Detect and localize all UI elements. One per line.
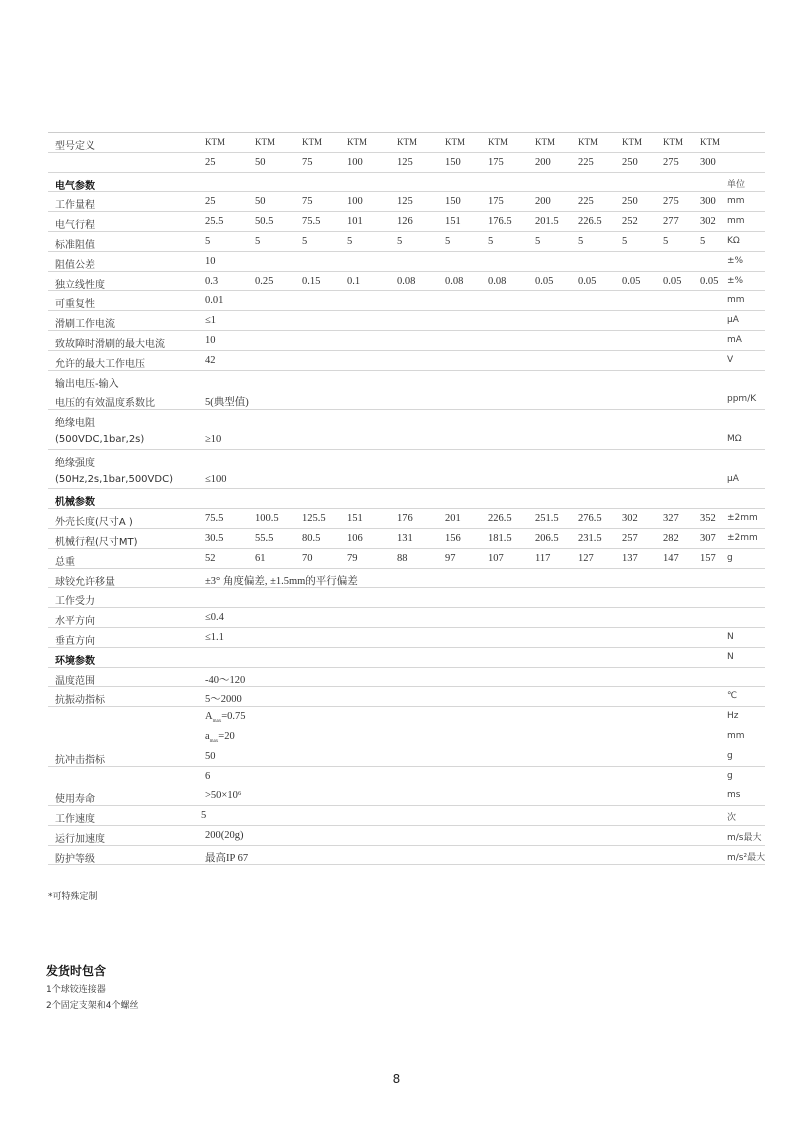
row-label: 垂直方向: [55, 635, 95, 647]
table-row: [48, 549, 765, 569]
unit-label: mm: [727, 196, 745, 207]
table-row: [48, 826, 765, 846]
shipping-item: 1个球铰连接器: [46, 985, 106, 995]
cell-value: KTM: [488, 137, 508, 147]
cell-value: 70: [302, 552, 313, 564]
cell-value: 55.5: [255, 532, 274, 544]
cell-value: 276.5: [578, 513, 602, 525]
cell-value: 0.05: [535, 275, 554, 287]
cell-value: 5: [663, 235, 669, 247]
cell-value: 52: [205, 552, 216, 564]
table-row: [48, 569, 765, 589]
unit-label: g: [727, 750, 733, 761]
unit-label: mm: [727, 295, 745, 306]
cell-value: 277: [663, 216, 679, 228]
cell-value: 300: [700, 196, 716, 208]
cell-value: 0.05: [663, 275, 682, 287]
cell-value: ≤1: [205, 315, 217, 327]
cell-value: KTM: [302, 137, 322, 147]
unit-label: N: [727, 651, 734, 662]
cell-value: 最高IP 67: [205, 852, 249, 864]
cell-value: 126: [397, 216, 413, 228]
unit-label: V: [727, 354, 734, 365]
cell-value: KTM: [205, 137, 225, 147]
table-row: [48, 767, 765, 787]
row-label: 环境参数: [55, 655, 95, 667]
cell-value: 131: [397, 532, 413, 544]
cell-value: 125: [397, 196, 413, 208]
cell-value: 50.5: [255, 216, 274, 228]
cell-value: 5: [622, 235, 628, 247]
cell-value: 10: [205, 255, 216, 267]
row-label: 型号定义: [55, 141, 95, 152]
shipping-title: 发货时包含: [46, 964, 107, 978]
unit-label: ±2mm: [727, 513, 758, 524]
cell-value: KTM: [347, 137, 367, 147]
cell-value: 0.08: [488, 275, 507, 287]
table-row: [48, 628, 765, 648]
row-label: 电气行程: [55, 220, 95, 232]
row-label: (50Hz,2s,1bar,500VDC): [55, 473, 173, 485]
row-label: 电气参数: [55, 180, 95, 192]
cell-value: 0.15: [302, 275, 321, 287]
row-label: 水平方向: [55, 616, 95, 628]
table-row: [48, 806, 765, 826]
row-label: 运行加速度: [55, 833, 105, 845]
cell-value: 5: [700, 235, 706, 247]
cell-value: 61: [255, 552, 266, 564]
cell-value: 125.5: [302, 513, 326, 525]
cell-value: 125: [397, 156, 413, 168]
cell-value: KTM: [445, 137, 465, 147]
unit-label: 单位: [727, 179, 746, 190]
table-row: [48, 311, 765, 331]
cell-value: -40～120: [205, 674, 246, 686]
cell-value: 80.5: [302, 532, 321, 544]
cell-value: 5: [488, 235, 494, 247]
cell-value: 0.25: [255, 275, 274, 287]
cell-value: 0.05: [622, 275, 641, 287]
cell-value: 25: [205, 156, 216, 168]
cell-value: 50: [205, 750, 216, 762]
cell-value: 5: [302, 235, 308, 247]
row-label: 滑刷工作电流: [55, 319, 115, 331]
table-row: [48, 786, 765, 806]
unit-label: g: [727, 552, 733, 563]
cell-value: 6: [205, 770, 211, 782]
cell-value: 0.1: [347, 275, 361, 287]
cell-value: 200: [535, 156, 551, 168]
unit-label: m/s最大: [727, 832, 762, 843]
cell-value: 79: [347, 552, 358, 564]
cell-value: [205, 731, 235, 744]
cell-value: 25: [205, 196, 216, 208]
section-header-row: [48, 648, 765, 668]
shipping-item: 2个固定支架和4个螺丝: [46, 1001, 139, 1011]
row-label: 球铰允许移量: [55, 576, 115, 588]
cell-value: 0.01: [205, 295, 224, 307]
table-row: [48, 529, 765, 549]
table-row: [48, 252, 765, 272]
row-label: 电压的有效温度系数比: [55, 398, 155, 410]
table-row: [48, 153, 765, 173]
row-label: 工作受力: [55, 596, 95, 608]
cell-value: 147: [663, 552, 679, 564]
cell-value: 176.5: [488, 216, 512, 228]
cell-value: ≤0.4: [205, 612, 224, 624]
cell-value: 75.5: [302, 216, 321, 228]
cell-value: 226.5: [578, 216, 602, 228]
row-label: 致故障时滑刷的最大电流: [55, 338, 165, 350]
cell-value: 10: [205, 334, 216, 346]
cell-value: 5: [255, 235, 261, 247]
section-header-row: [48, 489, 765, 509]
cell-value: 151: [347, 513, 363, 525]
table-row: [48, 707, 765, 727]
row-label: 外壳长度(尺寸A ): [55, 517, 133, 529]
cell-value: 250: [622, 156, 638, 168]
table-row: [48, 272, 765, 292]
cell-value: KTM: [578, 137, 598, 147]
cell-value: 97: [445, 552, 456, 564]
unit-label: Hz: [727, 711, 739, 722]
cell-value: 137: [622, 552, 638, 564]
value-number: =20: [218, 730, 235, 742]
cell-value: 327: [663, 513, 679, 525]
row-label: 防护等级: [55, 853, 95, 865]
row-label: 机械行程(尺寸MT): [55, 536, 138, 548]
row-label: 可重复性: [55, 299, 95, 311]
unit-label: MΩ: [727, 433, 742, 444]
table-row: [48, 212, 765, 232]
cell-value: 181.5: [488, 532, 512, 544]
unit-label: g: [727, 770, 733, 781]
unit-label: mm: [727, 216, 745, 227]
cell-value: 0.05: [578, 275, 597, 287]
table-row: [48, 390, 765, 410]
row-label: 机械参数: [55, 497, 95, 509]
cell-value: 150: [445, 156, 461, 168]
cell-value: 50: [255, 156, 266, 168]
cell-value: 156: [445, 532, 461, 544]
row-label: 工作速度: [55, 814, 95, 826]
row-label: 绝缘电阻: [55, 418, 95, 430]
cell-value: [205, 711, 246, 724]
cell-value: ±3° 角度偏差, ±1.5mm的平行偏差: [205, 575, 358, 587]
unit-label: 次: [727, 813, 737, 824]
table-row: [48, 668, 765, 688]
cell-value: 100: [347, 156, 363, 168]
cell-value: 201: [445, 513, 461, 525]
table-row: [48, 430, 765, 450]
cell-value: 0.3: [205, 275, 219, 287]
cell-value: 200(20g): [205, 829, 244, 841]
cell-value: 50: [255, 196, 266, 208]
cell-value: KTM: [622, 137, 642, 147]
row-label: (500VDC,1bar,2s): [55, 433, 145, 445]
table-row: [48, 846, 765, 866]
cell-value: 302: [622, 513, 638, 525]
page-number: 8: [392, 1072, 401, 1086]
cell-value: 200: [535, 196, 551, 208]
row-label: 总重: [55, 556, 75, 568]
cell-value: 151: [445, 216, 461, 228]
row-label: 允许的最大工作电压: [55, 358, 145, 370]
unit-label: N: [727, 631, 734, 642]
unit-label: ℃: [727, 691, 738, 702]
cell-value: 5: [205, 235, 211, 247]
cell-value: 201.5: [535, 216, 559, 228]
cell-value: 75.5: [205, 513, 224, 525]
cell-value: 302: [700, 216, 716, 228]
row-label: 温度范围: [55, 675, 95, 687]
table-row: [48, 291, 765, 311]
cell-value: 30.5: [205, 532, 224, 544]
table-row: [48, 687, 765, 707]
table-row: [48, 371, 765, 391]
row-label: 使用寿命: [55, 794, 95, 806]
table-row: [48, 470, 765, 490]
table-row: [48, 232, 765, 252]
value-number: =0.75: [221, 711, 246, 723]
table-row: [48, 331, 765, 351]
table-row: [48, 727, 765, 747]
cell-value: 0.05: [700, 275, 719, 287]
row-label: 标准阻值: [55, 239, 95, 251]
cell-value: 257: [622, 532, 638, 544]
cell-value: 100: [347, 196, 363, 208]
table-row: [48, 509, 765, 529]
unit-label: μA: [727, 315, 739, 326]
cell-value: KTM: [397, 137, 417, 147]
table-row: [48, 608, 765, 628]
cell-value: 300: [700, 156, 716, 168]
cell-value: 275: [663, 156, 679, 168]
value-subscript: max: [212, 719, 222, 725]
cell-value: 225: [578, 156, 594, 168]
custom-note: *可特殊定制: [48, 892, 98, 902]
section-header-row: [48, 173, 765, 193]
cell-value: 175: [488, 196, 504, 208]
table-row: [48, 192, 765, 212]
unit-label: m/s²最大: [727, 852, 766, 863]
cell-value: 5～2000: [205, 694, 242, 706]
table-row: [48, 450, 765, 470]
cell-value: 107: [488, 552, 504, 564]
cell-value: 176: [397, 513, 413, 525]
row-label: 绝缘强度: [55, 457, 95, 469]
cell-value: ≤1.1: [205, 631, 224, 643]
cell-value: 5: [445, 235, 451, 247]
cell-value: 5: [578, 235, 584, 247]
cell-value: KTM: [255, 137, 275, 147]
row-label: 独立线性度: [55, 279, 105, 291]
value-symbol: A: [205, 711, 213, 723]
unit-label: ppm/K: [727, 394, 757, 405]
spec-table: [48, 132, 765, 865]
unit-label: KΩ: [727, 235, 740, 246]
cell-value: 150: [445, 196, 461, 208]
unit-label: ±%: [727, 255, 744, 266]
table-row: [48, 351, 765, 371]
cell-value: 5: [347, 235, 353, 247]
cell-value: 250: [622, 196, 638, 208]
cell-value: 225: [578, 196, 594, 208]
cell-value: 307: [700, 532, 716, 544]
row-label: 阻值公差: [55, 259, 95, 271]
cell-value: 5: [397, 235, 403, 247]
cell-value: 0.08: [445, 275, 464, 287]
row-label: 抗振动指标: [55, 695, 105, 707]
cell-value: 106: [347, 532, 363, 544]
unit-label: ±%: [727, 275, 744, 286]
cell-value: 75: [302, 196, 313, 208]
cell-value: 100.5: [255, 513, 279, 525]
value-subscript: max: [209, 739, 219, 744]
cell-value: 231.5: [578, 532, 602, 544]
cell-value: 252: [622, 216, 638, 228]
row-label: 输出电压-输入: [55, 378, 119, 390]
cell-value: ≥10: [205, 433, 222, 445]
table-row: [48, 588, 765, 608]
cell-value: 42: [205, 354, 216, 366]
unit-label: mm: [727, 730, 745, 741]
table-row: [48, 133, 765, 153]
cell-value: 206.5: [535, 532, 559, 544]
cell-value: 101: [347, 216, 363, 228]
cell-value: 117: [535, 552, 551, 564]
cell-value: 75: [302, 156, 313, 168]
cell-value: KTM: [700, 137, 720, 147]
cell-value: KTM: [535, 137, 555, 147]
row-label: 抗冲击指标: [55, 754, 105, 766]
cell-value: 226.5: [488, 513, 512, 525]
cell-value: 275: [663, 196, 679, 208]
cell-value: 175: [488, 156, 504, 168]
unit-label: ±2mm: [727, 532, 758, 543]
cell-value: 352: [700, 513, 716, 525]
cell-value: 251.5: [535, 513, 559, 525]
unit-label: mA: [727, 334, 742, 345]
cell-value: 282: [663, 532, 679, 544]
value-symbol: a: [205, 730, 210, 742]
row-label: 工作量程: [55, 200, 95, 212]
unit-label: μA: [727, 473, 739, 484]
cell-value: 5: [535, 235, 541, 247]
unit-label: ms: [727, 790, 741, 801]
cell-value: >50×10⁶: [205, 790, 242, 802]
cell-value: 127: [578, 552, 594, 564]
cell-value: 88: [397, 552, 408, 564]
table-row: [48, 747, 765, 767]
cell-value: 157: [700, 552, 716, 564]
cell-value: 0.08: [397, 275, 416, 287]
table-row: [48, 410, 765, 430]
cell-value: 25.5: [205, 216, 224, 228]
cell-value: 5: [201, 810, 207, 822]
cell-value: KTM: [663, 137, 683, 147]
cell-value: 5(典型值): [205, 397, 249, 409]
cell-value: ≤100: [205, 473, 227, 485]
